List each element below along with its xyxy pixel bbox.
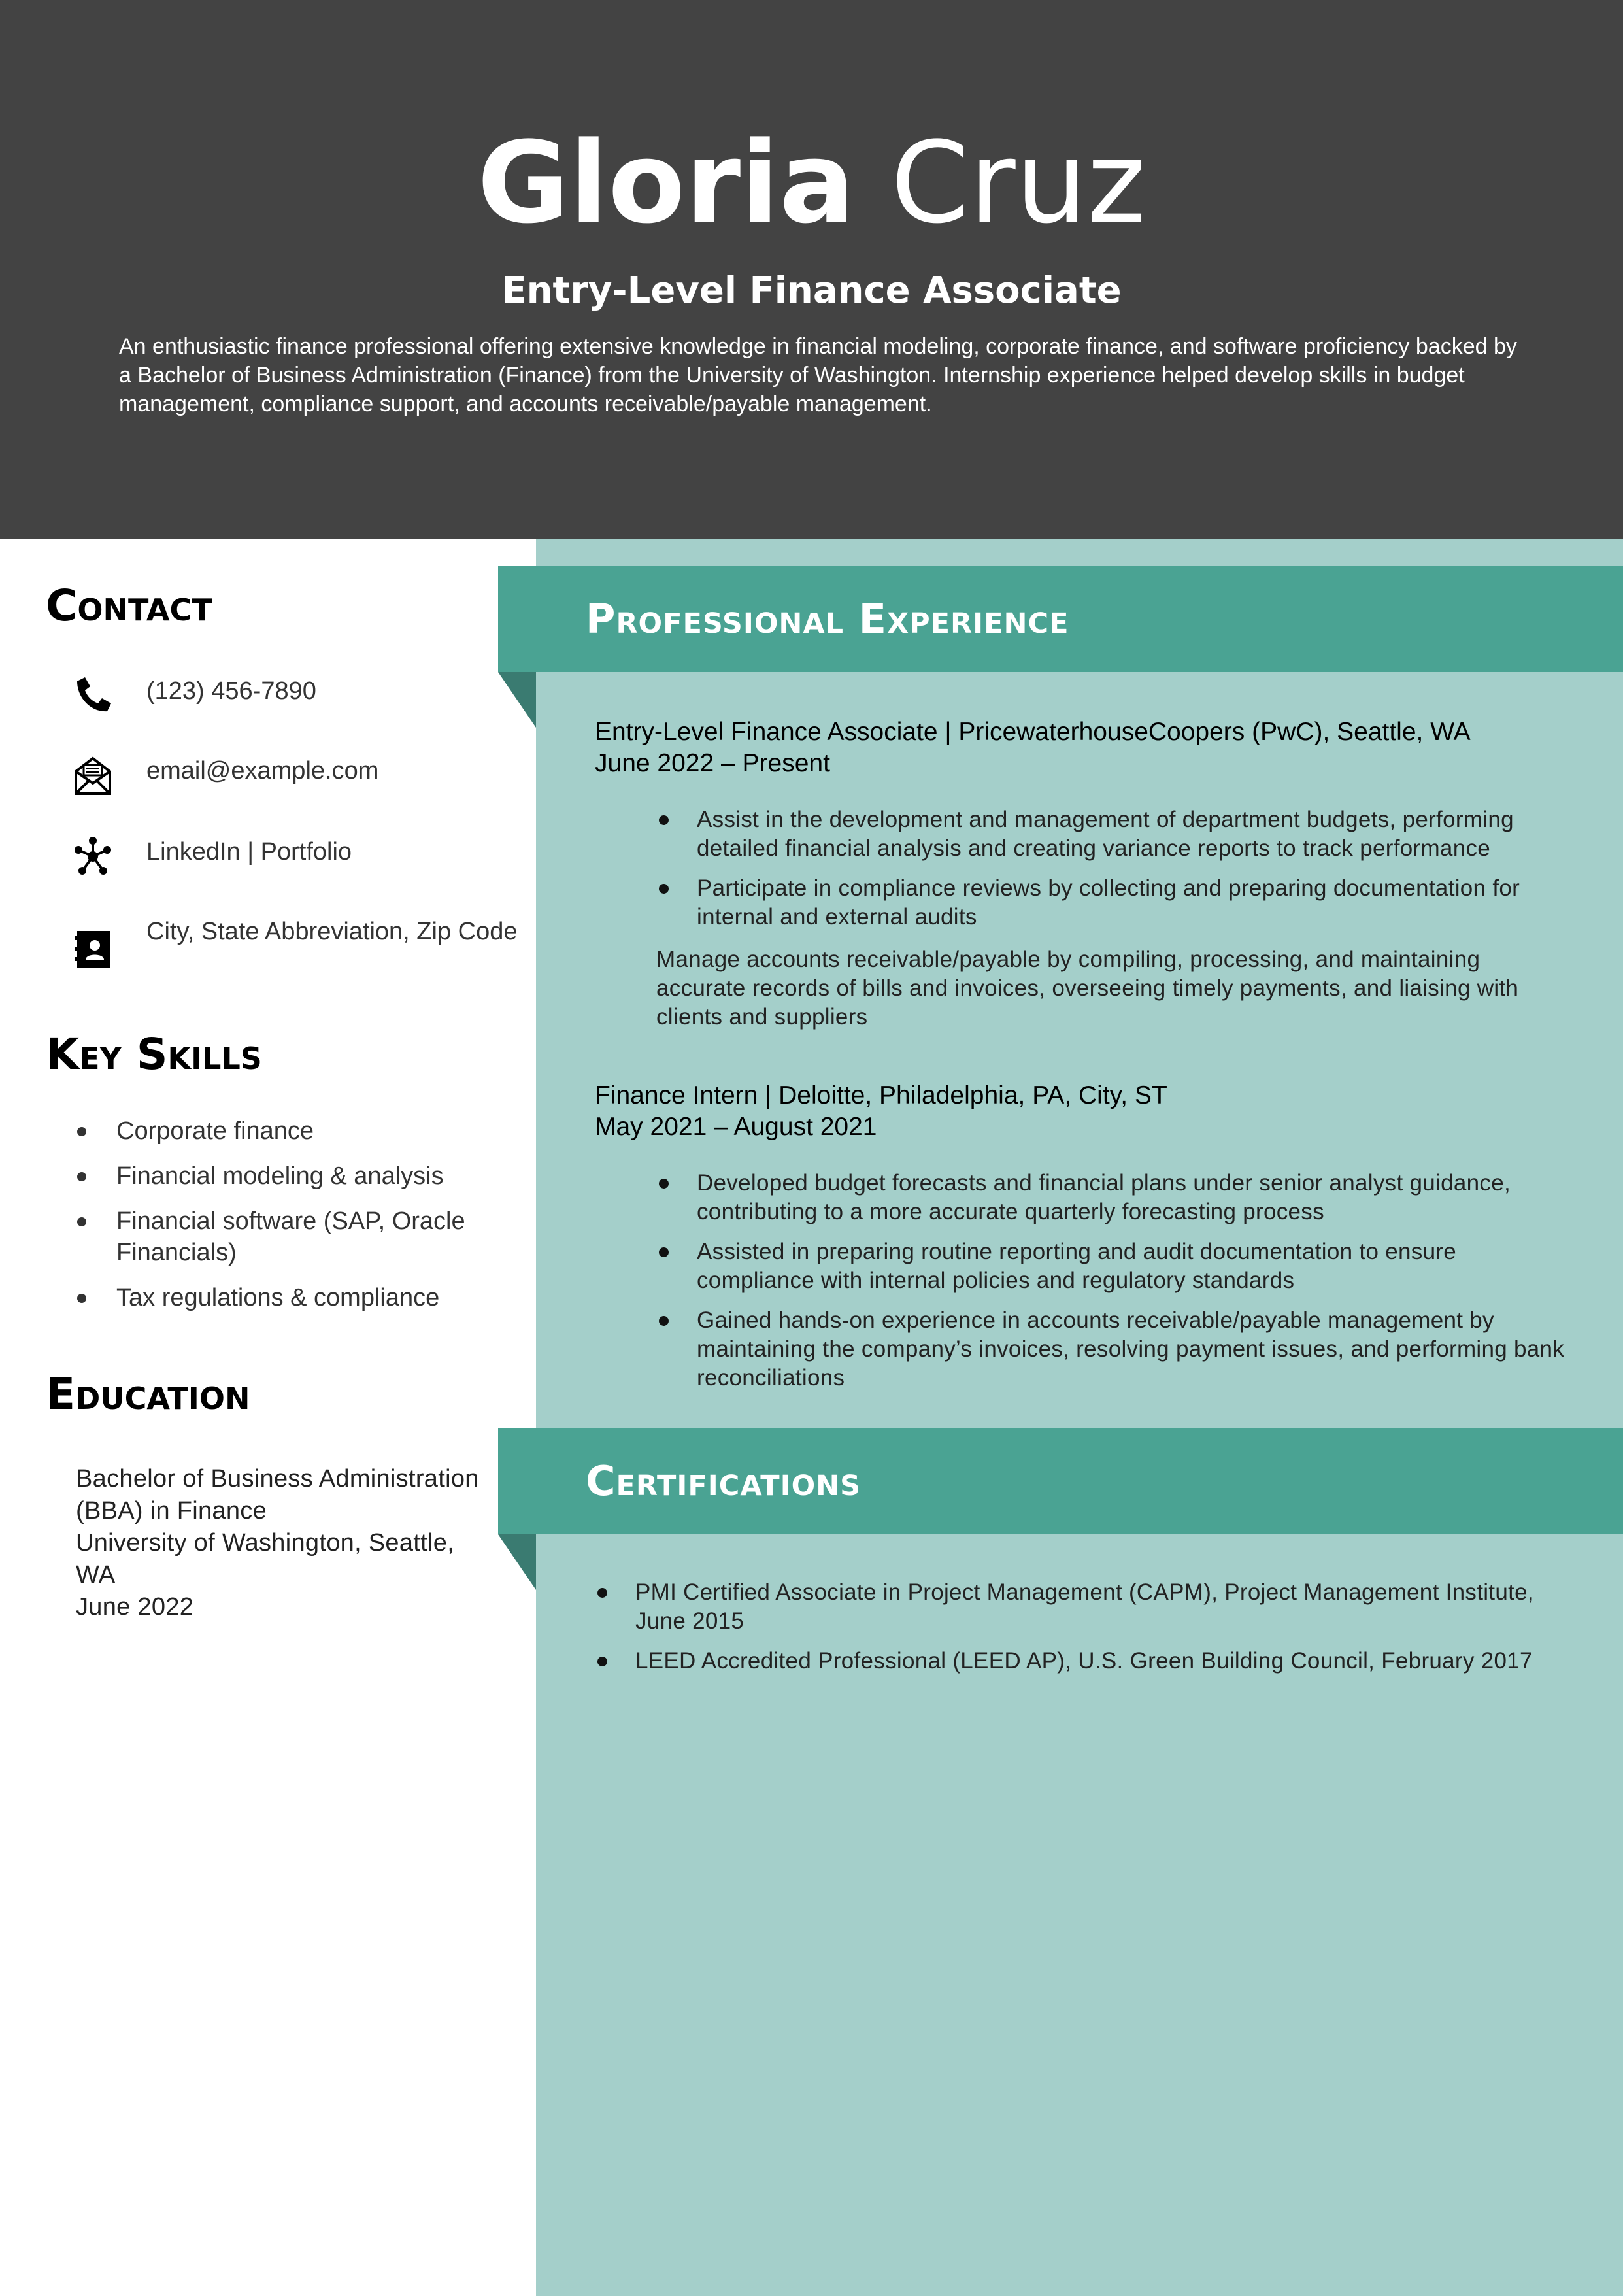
list-item: Financial modeling & analysis [72,1160,503,1192]
experience-heading: Professional Experience [586,595,1069,643]
list-item: Tax regulations & compliance [72,1282,503,1313]
summary: An enthusiastic finance professional offering extensive knowledge in financial modeling, corporate finance, and software proficiency backed by a Bachelor of Business Administration (Finance) from the University of Washington. Internship experience helped develop skills in budget management, compliance support, and accounts receivable/payable management. [119,334,1517,416]
skills-list [72,1115,503,1327]
education-heading: Education [46,1369,250,1419]
job-1-bullets [656,805,1571,943]
skills-heading: Key Skills [46,1029,262,1079]
certifications-banner-fold [498,1534,536,1590]
contact-text: City, State Abbreviation, Zip Code [146,918,518,945]
education-date: June 2022 [76,1593,194,1621]
certifications-heading: Certifications [586,1457,862,1505]
job-entry-2 [595,1080,1575,1143]
experience-banner [498,566,1623,672]
last-name: Cruz [890,117,1146,248]
email-icon [72,754,114,796]
job-dates: June 2022 – Present [595,749,830,777]
list-item: Participate in compliance reviews by collecting and preparing documentation for internal and external audits [656,874,1571,932]
list-item: Gained hands-on experience in accounts receivable/payable management by maintaining the company’s invoices, resolving payment issues, and performing bank reconciliations [656,1306,1571,1393]
candidate-name [0,111,1623,255]
list-item: Assist in the development and management of department budgets, performing detailed financial analysis and creating variance reports to track performance [656,805,1571,863]
education-entry [76,1463,494,1623]
education-school: University of Washington, Seattle, WA [76,1529,455,1589]
job-role: Finance Intern | Deloitte, Philadelphia, PA, City, ST [595,1081,1167,1109]
list-item: Assisted in preparing routine reporting and audit documentation to ensure compliance with internal policies and regulatory standards [656,1238,1571,1295]
job-dates: May 2021 – August 2021 [595,1113,877,1141]
list-item: PMI Certified Associate in Project Management (CAPM), Project Management Institute, June 2015 [595,1578,1575,1636]
contact-heading: Contact [46,581,212,631]
right-column [536,539,1623,2296]
address-book-icon [72,928,114,970]
job-2-bullets [656,1169,1571,1404]
certifications-list [595,1578,1575,1687]
contact-text: LinkedIn | Portfolio [146,838,352,866]
phone-icon [72,675,114,717]
certifications-banner [498,1428,1623,1534]
job-1-paragraph: Manage accounts receivable/payable by compiling, processing, and maintaining accurate records of bills and invoices, overseeing timely payments, and liaising with clients and suppliers [656,947,1519,1030]
contact-text: email@example.com [146,757,379,785]
education-degree: Bachelor of Business Administration (BBA) in Finance [76,1465,479,1525]
list-item: Corporate finance [72,1115,503,1147]
header [0,0,1623,539]
job-title: Entry-Level Finance Associate [501,269,1122,312]
network-icon [72,836,114,877]
first-name: Gloria [477,117,856,248]
contact-text: (123) 456-7890 [146,677,316,705]
list-item: Developed budget forecasts and financial plans under senior analyst guidance, contributing to a more accurate quarterly forecasting process [656,1169,1571,1226]
list-item: LEED Accredited Professional (LEED AP), U.S. Green Building Council, February 2017 [595,1647,1575,1676]
list-item: Financial software (SAP, Oracle Financials) [72,1206,503,1268]
job-entry-1 [595,717,1575,779]
job-role: Entry-Level Finance Associate | PricewaterhouseCoopers (PwC), Seattle, WA [595,718,1471,746]
